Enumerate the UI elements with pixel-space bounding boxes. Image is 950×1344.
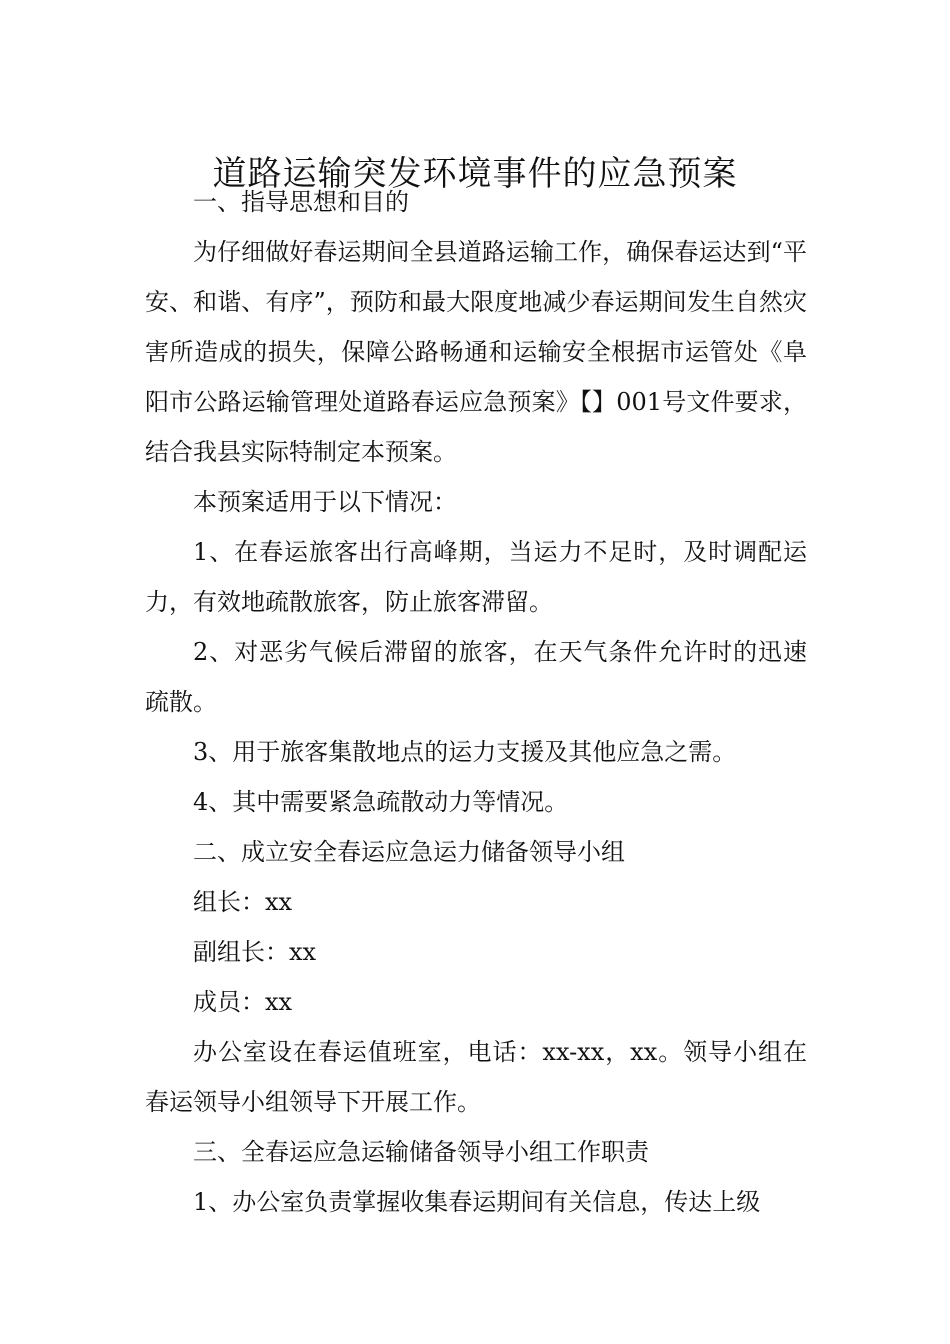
section-heading-2: 二、成立安全春运应急运力储备领导小组 — [193, 838, 625, 866]
section-heading-1: 一、指导思想和目的 — [193, 188, 409, 216]
scope-item-2: 2、对恶劣气候后滞留的旅客，在天气条件允许时的迅速疏散。 — [145, 638, 807, 716]
document-title: 道路运输突发环境事件的应急预案 — [212, 153, 738, 194]
scope-item-4: 4、其中需要紧急疏散动力等情况。 — [193, 788, 569, 816]
scope-item-1: 1、在春运旅客出行高峰期，当运力不足时，及时调配运力，有效地疏散旅客，防止旅客滞留。 — [145, 538, 807, 616]
team-leader: 组长：xx — [193, 888, 293, 916]
team-members: 成员：xx — [193, 988, 293, 1016]
duty-item-1: 1、办公室负责掌握收集春运期间有关信息，传达上级 — [193, 1188, 761, 1216]
paragraph-scope-intro: 本预案适用于以下情况： — [193, 488, 457, 516]
section-heading-3: 三、全春运应急运输储备领导小组工作职责 — [193, 1138, 649, 1166]
paragraph-office: 办公室设在春运值班室，电话：xx-xx，xx。领导小组在春运领导小组领导下开展工作。 — [145, 1038, 807, 1116]
team-deputy-leader: 副组长：xx — [193, 938, 317, 966]
scope-item-3: 3、用于旅客集散地点的运力支援及其他应急之需。 — [193, 738, 737, 766]
document-body — [145, 177, 807, 1227]
paragraph-purpose: 为仔细做好春运期间全县道路运输工作，确保春运达到“平安、和谐、有序”，预防和最大限度地减少春运期间发生自然灾害所造成的损失，保障公路畅通和运输安全根据市运管处《阜阳市公路运输管理处道路春运应急预案》【】001号文件要求，结合我县实际特制定本预案。 — [145, 238, 807, 466]
